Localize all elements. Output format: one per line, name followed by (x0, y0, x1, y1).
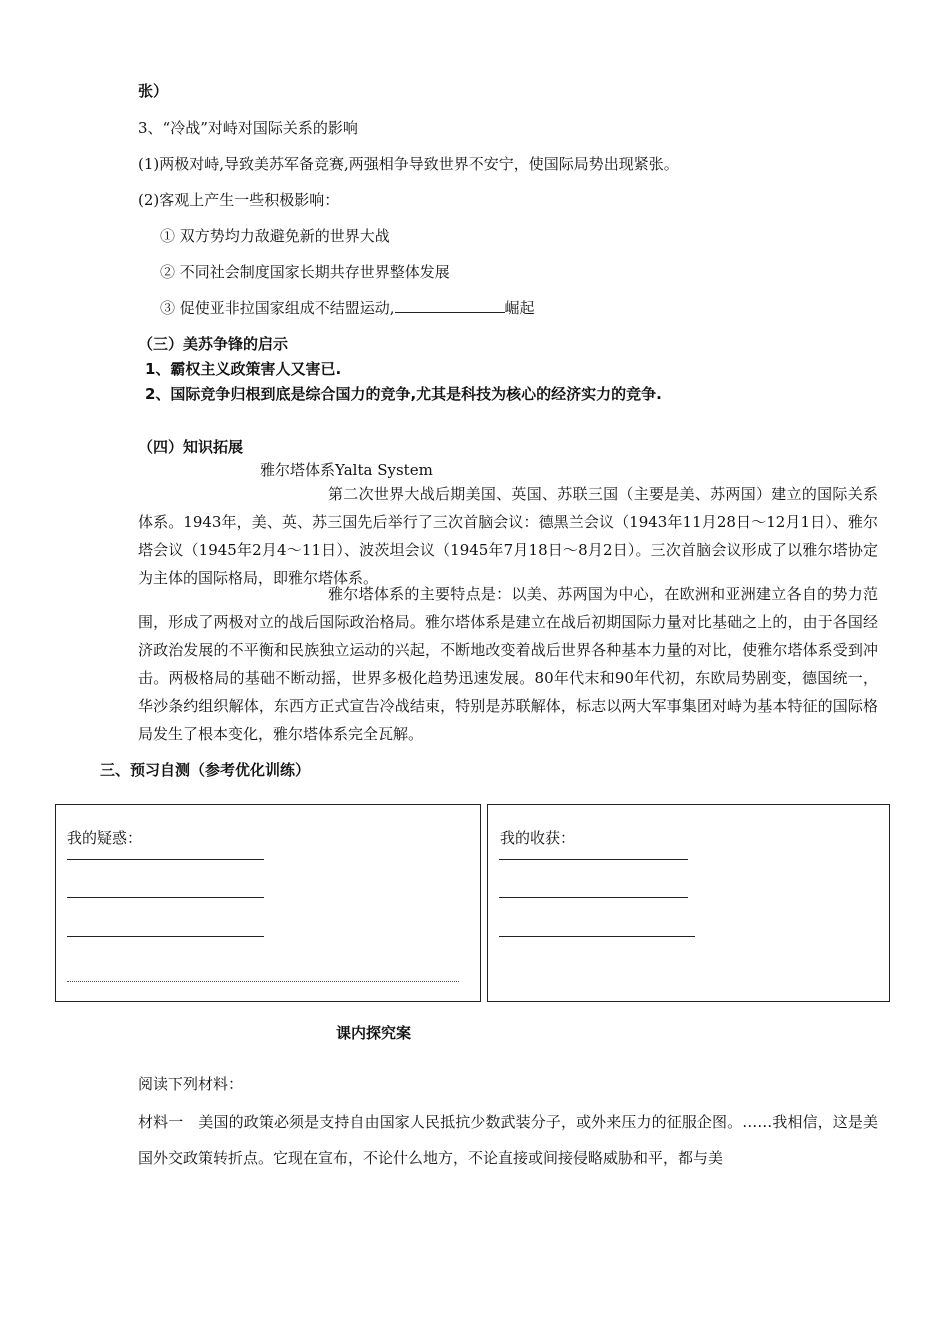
lesson-point-1: 1、霸权主义政策害人又害已. (145, 360, 342, 378)
paragraph-2: (2)客观上产生一些积极影响： (138, 191, 340, 209)
gains-box (487, 804, 890, 1002)
yalta-title: 雅尔塔体系Yalta System (260, 461, 433, 479)
doubts-label: 我的疑惑： (67, 829, 143, 847)
material-1: 材料一 美国的政策必须是支持自由国家人民抵抗少数武装分子，或外来压力的征服企图。……我相信，这是美国外交政策转折点。它现在宣布，不论什么地方，不论直接或间接侵略威胁和平，都与美 (138, 1113, 878, 1167)
answer-line[interactable] (67, 897, 264, 898)
answer-line[interactable] (499, 859, 688, 860)
gains-label: 我的收获： (500, 829, 576, 847)
list-item: ① 双方势均力敌避免新的世界大战 (160, 227, 390, 245)
list-item (160, 297, 535, 318)
list-item-text: ③ 促使亚非拉国家组成不结盟运动, (160, 299, 395, 317)
doubts-box (55, 804, 481, 1002)
answer-line[interactable] (67, 981, 459, 982)
answer-line[interactable] (499, 936, 695, 937)
section-heading: （四）知识拓展 (138, 438, 244, 456)
section-heading: 三、预习自测（参考优化训练） (100, 761, 311, 779)
answer-line[interactable] (67, 859, 264, 860)
answer-line[interactable] (499, 897, 688, 898)
answer-line[interactable] (67, 936, 264, 937)
read-instruction: 阅读下列材料： (138, 1075, 244, 1093)
top-fragment: 张） (138, 82, 169, 100)
fill-blank[interactable] (395, 298, 505, 313)
yalta-paragraph-1: 第二次世界大战后期美国、英国、苏联三国（主要是美、苏两国）建立的国际关系体系。1943年，美、英、苏三国先后举行了三次首脑会议：德黑兰会议（1943年11月28日～12月1日）、雅尔塔会议（1945年2月4～11日）、波茨坦会议（1945年7月18日～8月2日）。三次首脑会议形成了以雅尔塔协定为主体的国际格局，即雅尔塔体系。 (138, 485, 878, 587)
section-3-title: 3、“冷战”对峙对国际关系的影响 (138, 119, 358, 137)
paragraph-1: (1)两极对峙,导致美苏军备竞赛,两强相争导致世界不安宁，使国际局势出现紧张。 (138, 155, 679, 173)
yalta-paragraph-2: 雅尔塔体系的主要特点是：以美、苏两国为中心，在欧洲和亚洲建立各自的势力范围，形成了两极对立的战后国际政治格局。雅尔塔体系是建立在战后初期国际力量对比基础之上的，由于各国经济政治发展的不平衡和民族独立运动的兴起，不断地改变着战后世界各种基本力量的对比，使雅尔塔体系受到冲击。两极格局的基础不断动摇，世界多极化趋势迅速发展。80年代末和90年代初，东欧局势剧变，德国统一，华沙条约组织解体，东西方正式宣告冷战结束，特别是苏联解体，标志以两大军事集团对峙为基本特征的国际格局发生了根本变化，雅尔塔体系完全瓦解。 (138, 585, 878, 743)
list-item-text-end: 崛起 (504, 299, 535, 317)
lesson-point-2: 2、国际竞争归根到底是综合国力的竞争,尤其是科技为核心的经济实力的竞争. (145, 385, 662, 403)
section-heading: （三）美苏争锋的启示 (138, 335, 289, 353)
section-title: 课内探究案 (336, 1024, 412, 1042)
list-item: ② 不同社会制度国家长期共存世界整体发展 (160, 263, 450, 281)
